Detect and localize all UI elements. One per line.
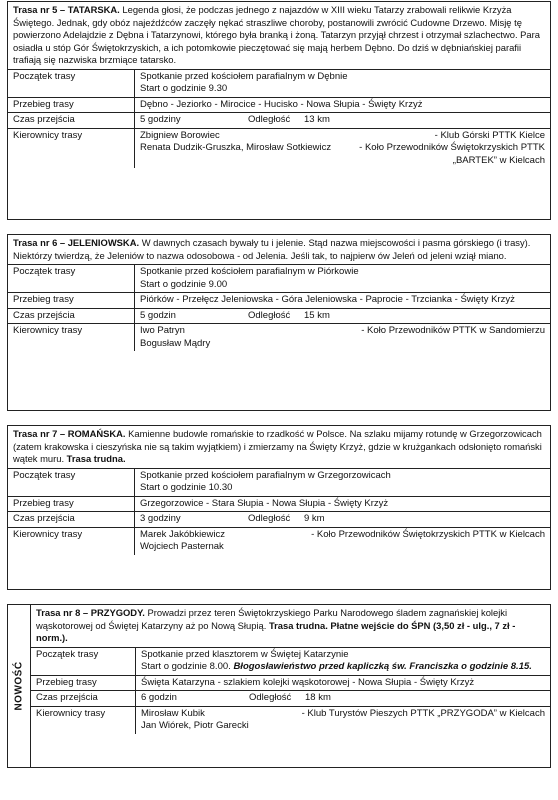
route-description-text: Legenda głosi, że podczas jednego z najazdów w XIII wieku Tatarzy zrabowali relikwie Krzyża Świętego. Jednak, gdy obóz najeźdźców zaczęły nękać straszliwe choroby, postanowili zwrócić Cudowne Drzewo. Misję tę powierzono Adelajdzie z Dębna i Tatarzynowi, którego była branką i żoną. Tatarzyn przyjął chrzest i otrzymał szlachectwo. Para osiadła u stóp Gór Świętokrzyskich, a ich potomkowie pieczętować się mają herbem Dębno. Do dziś w dębniańskiej parafii trafiają się nazwiska brzmiące tatarsko. xyxy=(13,4,540,66)
leader-name: Bogusław Mądry xyxy=(140,337,211,349)
route-path: Dębno - Jeziorko - Mirocice - Hucisko - Nowa Słupia - Święty Krzyż xyxy=(140,98,423,110)
start-label: Początek trasy xyxy=(8,70,135,97)
blessing-note: Błogosławieństwo przed kapliczką św. Franciszka o godzinie 8.15. xyxy=(233,661,532,673)
time-label: Czas przejścia xyxy=(8,512,135,527)
leaders-row xyxy=(31,707,550,734)
time-label: Czas przejścia xyxy=(8,309,135,324)
route-card-5 xyxy=(7,1,551,220)
start-time: Start o godzinie 9.30 xyxy=(140,83,228,95)
route-title: Trasa nr 7 – ROMAŃSKA. xyxy=(13,428,126,439)
time-row xyxy=(8,512,550,528)
start-time: Start o godzinie 9.00 xyxy=(140,278,228,290)
distance-value: 13 km xyxy=(304,114,330,126)
route-description-text: W dawnych czasach bywały tu i jelenie. Stąd nazwa miejscowości i pasma górskiego (i trasy). Niektórzy twierdzą, że Jeleniów to nazwa odosobowa - od Jelenia. Jeśli tak, to najpierw ów Jeleń od jeleni wziął miano. xyxy=(13,237,531,261)
start-label: Początek trasy xyxy=(31,648,136,675)
distance-value: 9 km xyxy=(304,513,325,525)
route-path: Grzegorzowice - Stara Słupia - Nowa Słupia - Święty Krzyż xyxy=(140,497,389,509)
start-time: Start o godzinie 8.00. xyxy=(141,661,231,673)
leaders-row xyxy=(8,129,550,169)
start-label: Początek trasy xyxy=(8,469,135,496)
route-label: Przebieg trasy xyxy=(8,497,135,512)
start-row xyxy=(8,265,550,293)
route-description xyxy=(31,605,550,648)
start-place: Spotkanie przed klasztorem w Świętej Katarzynie xyxy=(141,648,349,660)
route-row xyxy=(31,676,550,692)
route-description-text: Kamienne budowle romańskie to rzadkość w Polsce. Na szlaku mijamy rotundę w Grzegorzowicach (zatem krakowska i cieszyńska nie są takim wyjątkiem) i zmierzamy na Święty Krzyż, gdzie w krużgankach odsłonięto romański wątek muru. xyxy=(13,428,542,465)
route-description xyxy=(8,426,550,469)
start-place: Spotkanie przed kościołem parafialnym w Grzegorzowicach xyxy=(140,469,391,481)
leader-name: Marek Jakóbkiewicz xyxy=(140,528,225,540)
time-value: 3 godziny xyxy=(140,513,181,525)
distance-label: Odległość xyxy=(249,692,292,704)
leader-name: Renata Dudzik-Gruszka, Mirosław Sotkiewicz xyxy=(140,142,332,154)
distance-label: Odległość xyxy=(248,309,291,321)
leaders-label: Kierownicy trasy xyxy=(8,129,135,169)
route-path: Święta Katarzyna - szlakiem kolejki wąskotorowej - Nowa Słupia - Święty Krzyż xyxy=(141,676,475,688)
route-label: Przebieg trasy xyxy=(31,676,136,691)
distance-value: 18 km xyxy=(305,692,331,704)
time-value: 6 godzin xyxy=(141,692,177,704)
time-label: Czas przejścia xyxy=(8,113,135,128)
new-badge: NOWOŚĆ xyxy=(13,661,25,711)
time-value: 5 godziny xyxy=(140,114,181,126)
leaders-label: Kierownicy trasy xyxy=(31,707,136,734)
route-description-text: Prowadzi przez teren Świętokrzyskiego Parku Narodowego śladem zagnańskiej kolejki wąskotorowej od Świętej Katarzyny aż po Nową Słupią. xyxy=(36,607,508,631)
leader-org: - Koło Przewodników PTTK w Sandomierzu xyxy=(361,325,545,337)
route-label: Przebieg trasy xyxy=(8,293,135,308)
distance-label: Odległość xyxy=(248,513,291,525)
leaders-label: Kierownicy trasy xyxy=(8,324,135,351)
start-place: Spotkanie przed kościołem parafialnym w Dębnie xyxy=(140,70,348,82)
leader-org: - Koło Przewodników Świętokrzyskich PTTK w Kielcach xyxy=(311,528,545,540)
route-difficulty: Trasa trudna. Płatne wejście do ŚPN (3,50 zł - ulg., 7 zł - norm.). xyxy=(36,619,516,644)
route-title: Trasa nr 8 – PRZYGODY. xyxy=(36,607,145,618)
route-card-8 xyxy=(7,604,551,768)
route-description xyxy=(8,235,550,265)
time-row xyxy=(8,309,550,325)
route-row xyxy=(8,98,550,114)
time-label: Czas przejścia xyxy=(31,691,136,706)
leader-name: Mirosław Kubik xyxy=(141,707,205,719)
leader-org: - Klub Górski PTTK Kielce xyxy=(434,129,545,141)
route-title: Trasa nr 6 – JELENIOWSKA. xyxy=(13,237,140,248)
leader-org-cont: „BARTEK” w Kielcach xyxy=(452,154,545,166)
leaders-row xyxy=(8,528,550,555)
start-time: Start o godzinie 10.30 xyxy=(140,482,233,494)
leader-org: - Klub Turystów Pieszych PTTK „PRZYGODA” w Kielcach xyxy=(301,707,545,719)
leader-name: Wojciech Pasternak xyxy=(140,541,224,553)
start-row xyxy=(8,70,550,98)
start-row xyxy=(31,648,550,676)
route-row xyxy=(8,293,550,309)
leader-org: - Koło Przewodników Świętokrzyskich PTTK xyxy=(359,142,545,154)
time-value: 5 godzin xyxy=(140,309,176,321)
new-side-label xyxy=(8,605,31,767)
start-place: Spotkanie przed kościołem parafialnym w Piórkowie xyxy=(140,266,359,278)
time-row xyxy=(8,113,550,129)
start-label: Początek trasy xyxy=(8,265,135,292)
leader-name: Zbigniew Borowiec xyxy=(140,129,220,141)
distance-value: 15 km xyxy=(304,309,330,321)
route-row xyxy=(8,497,550,513)
time-row xyxy=(31,691,550,707)
leaders-row xyxy=(8,324,550,351)
start-row xyxy=(8,469,550,497)
route-title: Trasa nr 5 – TATARSKA. xyxy=(13,4,120,15)
route-description xyxy=(8,2,550,70)
leaders-label: Kierownicy trasy xyxy=(8,528,135,555)
route-path: Piórków - Przełęcz Jeleniowska - Góra Jeleniowska - Paprocie - Trzcianka - Święty Krzyż xyxy=(140,294,515,306)
route-difficulty: Trasa trudna. xyxy=(66,453,126,465)
distance-label: Odległość xyxy=(248,114,291,126)
leader-name: Iwo Patryn xyxy=(140,325,185,337)
leader-name: Jan Wiórek, Piotr Garecki xyxy=(141,720,249,732)
route-label: Przebieg trasy xyxy=(8,98,135,113)
route-card-7 xyxy=(7,425,551,590)
route-card-6 xyxy=(7,234,551,411)
